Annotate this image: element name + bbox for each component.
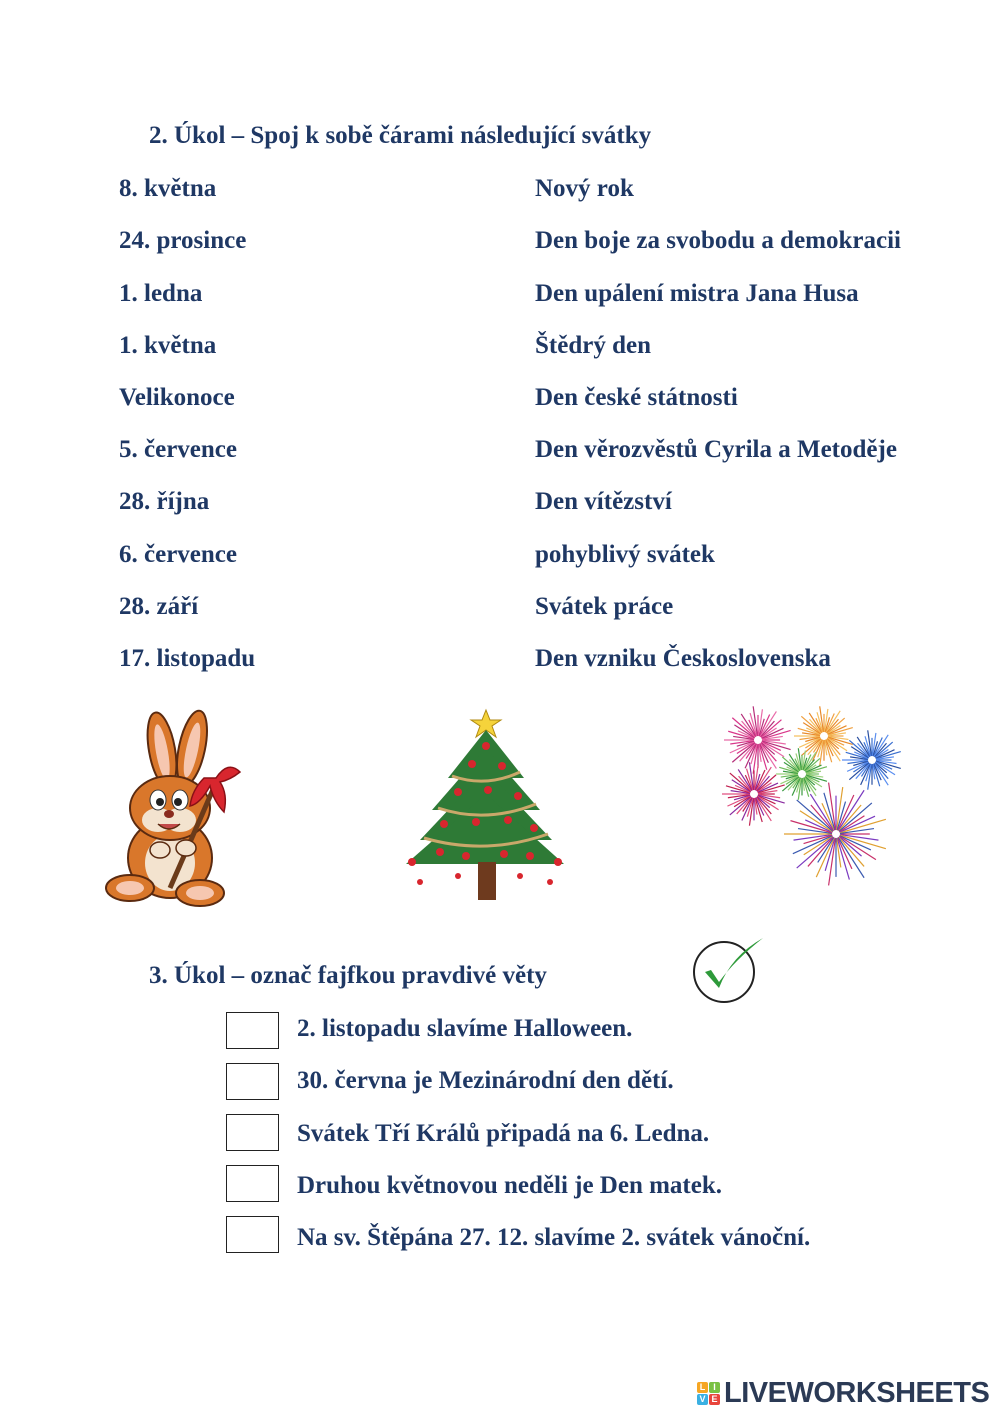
statement-checkbox[interactable]: [226, 1114, 279, 1151]
left-item: 6. července: [119, 541, 237, 568]
task2-heading: 2. Úkol – Spoj k sobě čárami následující svátky: [149, 122, 652, 149]
statement-checkbox[interactable]: [226, 1165, 279, 1202]
statement-checkbox[interactable]: [226, 1012, 279, 1049]
left-item: 5. července: [119, 436, 237, 463]
right-item: pohyblivý svátek: [535, 541, 715, 568]
statement-text: Na sv. Štěpána 27. 12. slavíme 2. svátek vánoční.: [297, 1224, 811, 1251]
right-item: Nový rok: [535, 175, 634, 202]
left-item: 8. května: [119, 175, 217, 202]
right-item: Den upálení mistra Jana Husa: [535, 280, 859, 307]
statement-checkbox[interactable]: [226, 1063, 279, 1100]
right-item: Den boje za svobodu a demokracii: [535, 227, 901, 254]
statement-text: Svátek Tří Králů připadá na 6. Ledna.: [297, 1120, 710, 1147]
left-item: 1. května: [119, 332, 217, 359]
left-item: 24. prosince: [119, 227, 247, 254]
right-item: Den věrozvěstů Cyrila a Metoděje: [535, 436, 897, 463]
right-item: Den české státnosti: [535, 384, 738, 411]
statement-text: 2. listopadu slavíme Halloween.: [297, 1015, 633, 1042]
liveworksheets-logo[interactable]: [697, 1378, 989, 1408]
right-item: Štědrý den: [535, 332, 651, 359]
right-item: Svátek práce: [535, 593, 674, 620]
left-item: 17. listopadu: [119, 645, 256, 672]
logo-text: LIVEWORKSHEETS: [724, 1376, 990, 1409]
statement-text: 30. června je Mezinárodní den dětí.: [297, 1067, 674, 1094]
checkmark-icon: [691, 934, 769, 1006]
christmas-tree-illustration: [400, 706, 568, 904]
left-item: 1. ledna: [119, 280, 203, 307]
left-item: 28. září: [119, 593, 199, 620]
easter-bunny-illustration: [100, 708, 250, 913]
left-item: 28. října: [119, 488, 210, 515]
task3-heading: 3. Úkol – označ fajfkou pravdivé věty: [149, 962, 547, 989]
right-item: Den vítězství: [535, 488, 672, 515]
fireworks-illustration: [712, 702, 908, 892]
statement-text: Druhou květnovou neděli je Den matek.: [297, 1172, 723, 1199]
right-item: Den vzniku Československa: [535, 645, 831, 672]
statement-checkbox[interactable]: [226, 1216, 279, 1253]
left-item: Velikonoce: [119, 384, 235, 411]
logo-badge-icon: L I V E: [697, 1382, 720, 1405]
